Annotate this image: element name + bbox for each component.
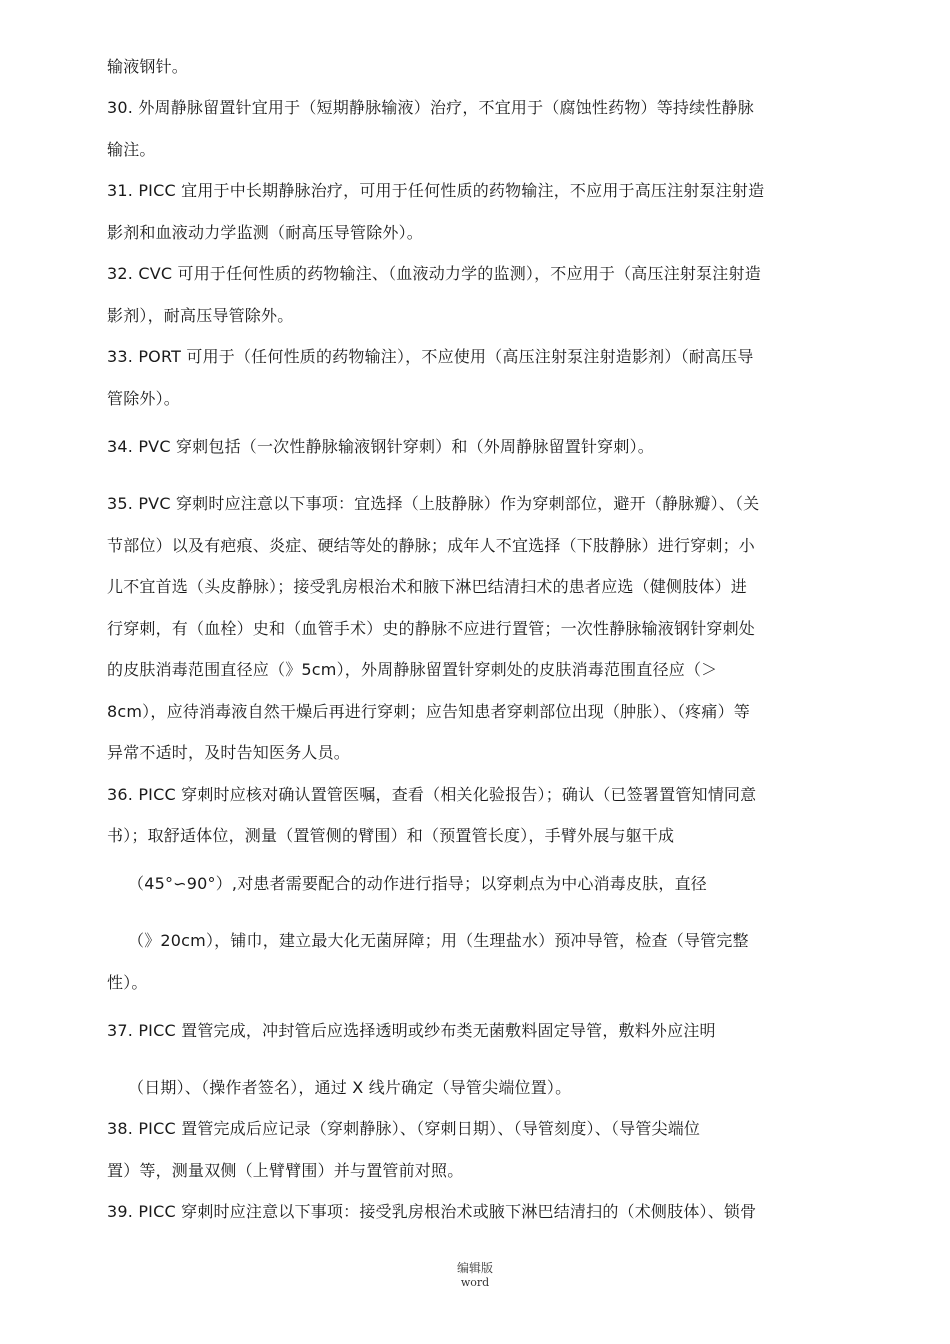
text-line: 输液钢针。 bbox=[107, 57, 189, 76]
text-line: 37. PICC 置管完成，冲封管后应选择透明或纱布类无菌敷料固定导管，敷料外应注明 bbox=[107, 1021, 716, 1040]
text-line: （45°∽90°）,对患者需要配合的动作进行指导；以穿刺点为中心消毒皮肤，直径 bbox=[128, 874, 708, 893]
text-line: 的皮肤消毒范围直径应（》5cm），外周静脉留置针穿刺处的皮肤消毒范围直径应（＞ bbox=[107, 660, 718, 679]
text-line: 32. CVC 可用于任何性质的药物输注、（血液动力学的监测），不应用于（高压注射泵注射造 bbox=[107, 264, 761, 283]
text-line: 30. 外周静脉留置针宜用于（短期静脉输液）治疗，不宜用于（腐蚀性药物）等持续性静脉 bbox=[107, 98, 754, 117]
text-line: 管除外）。 bbox=[107, 389, 181, 408]
text-line: 39. PICC 穿刺时应注意以下事项：接受乳房根治术或腋下淋巴结清扫的（术侧肢体）、锁骨 bbox=[107, 1202, 757, 1221]
text-line: 36. PICC 穿刺时应核对确认置管医嘱，查看（相关化验报告）；确认（已签署置管知情同意 bbox=[107, 785, 757, 804]
footer-line-2: word bbox=[460, 1276, 490, 1289]
text-line: （》20cm），铺巾，建立最大化无菌屏障；用（生理盐水）预冲导管，检查（导管完整 bbox=[128, 931, 749, 950]
text-line: （日期）、（操作者签名），通过 X 线片确定（导管尖端位置）。 bbox=[128, 1078, 572, 1097]
text-line: 31. PICC 宜用于中长期静脉治疗，可用于任何性质的药物输注，不应用于高压注射泵注射造 bbox=[107, 181, 765, 200]
text-line: 影剂和血液动力学监测（耐高压导管除外）。 bbox=[107, 223, 424, 242]
footer-line-1: 编辑版 bbox=[456, 1261, 493, 1275]
text-line: 书）；取舒适体位，测量（置管侧的臂围）和（预置管长度），手臂外展与躯干成 bbox=[107, 826, 675, 845]
text-line: 行穿刺，有（血栓）史和（血管手术）史的静脉不应进行置管；一次性静脉输液钢针穿刺处 bbox=[107, 619, 756, 638]
text-line: 异常不适时，及时告知医务人员。 bbox=[107, 743, 351, 762]
text-line: 影剂），耐高压导管除外。 bbox=[107, 306, 294, 325]
text-line: 输注。 bbox=[107, 140, 156, 159]
text-line: 8cm），应待消毒液自然干燥后再进行穿刺；应告知患者穿刺部位出现（肿胀）、（疼痛）等 bbox=[107, 702, 750, 721]
text-line: 节部位）以及有疤痕、炎症、硬结等处的静脉；成年人不宜选择（下肢静脉）进行穿刺；小 bbox=[107, 536, 756, 555]
text-line: 性）。 bbox=[107, 973, 148, 992]
text-line: 38. PICC 置管完成后应记录（穿刺静脉）、（穿刺日期）、（导管刻度）、（导管尖端位 bbox=[107, 1119, 701, 1138]
text-line: 儿不宜首选（头皮静脉）；接受乳房根治术和腋下淋巴结清扫术的患者应选（健侧肢体）进 bbox=[107, 577, 748, 596]
text-line: 33. PORT 可用于（任何性质的药物输注），不应使用（高压注射泵注射造影剂）（耐高压导 bbox=[107, 347, 754, 366]
page-footer bbox=[0, 1261, 950, 1290]
text-line: 35. PVC 穿刺时应注意以下事项：宜选择（上肢静脉）作为穿刺部位，避开（静脉瓣）、（关 bbox=[107, 494, 760, 513]
text-line: 34. PVC 穿刺包括（一次性静脉输液钢针穿刺）和（外周静脉留置针穿刺）。 bbox=[107, 437, 654, 456]
text-line: 置）等，测量双侧（上臂臂围）并与置管前对照。 bbox=[107, 1161, 464, 1180]
